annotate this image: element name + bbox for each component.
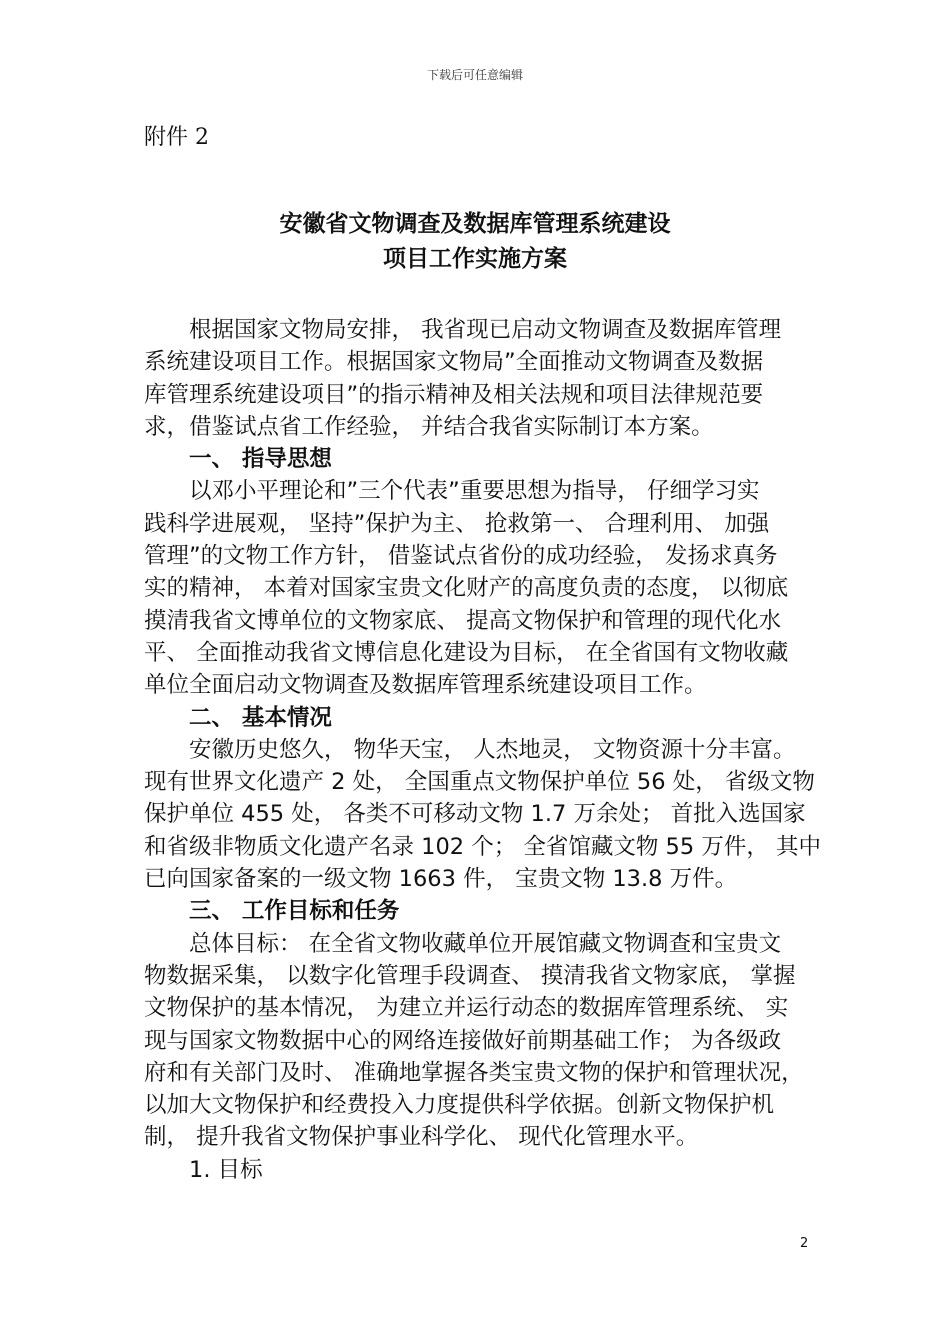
attachment-label: 附件 2 bbox=[144, 125, 209, 150]
paragraph-line: 现有世界文化遗产 2 处， 全国重点文物保护单位 56 处， 省级文物 bbox=[144, 769, 815, 796]
paragraph-line: 求，借鉴试点省工作经验， 并结合我省实际制订本方案。 bbox=[144, 413, 714, 440]
paragraph-line: 平、 全面推动我省文博信息化建设为目标， 在全省国有文物收藏 bbox=[144, 639, 789, 666]
page-number: 2 bbox=[800, 1236, 809, 1251]
paragraph-line: 现与国家文物数据中心的网络连接做好前期基础工作； 为各级政 bbox=[144, 1027, 782, 1054]
paragraph-line: 管理”的文物工作方针， 借鉴试点省份的成功经验， 发扬求真务 bbox=[144, 543, 778, 570]
paragraph-line: 物数据采集， 以数字化管理手段调查、 摸清我省文物家底， 掌握 bbox=[144, 962, 796, 989]
paragraph-line: 安徽历史悠久， 物华天宝， 人杰地灵， 文物资源十分丰富。 bbox=[189, 736, 796, 763]
paragraph-line: 以邓小平理论和”三个代表”重要思想为指导， 仔细学习实 bbox=[189, 478, 760, 505]
document-title-line-2: 项目工作实施方案 bbox=[383, 246, 567, 272]
document-body bbox=[144, 314, 821, 1186]
paragraph-line: 实的精神， 本着对国家宝贵文化财产的高度负责的态度， 以彻底 bbox=[144, 575, 789, 602]
subsection-heading-goal: 1. 目标 bbox=[189, 1156, 263, 1183]
header-note: 下载后可任意编辑 bbox=[426, 68, 523, 82]
paragraph-line: 以加大文物保护和经费投入力度提供科学依据。创新文物保护机 bbox=[144, 1092, 775, 1119]
paragraph-line: 已向国家备案的一级文物 1663 件， 宝贵文物 13.8 万件。 bbox=[144, 866, 738, 893]
paragraph-line: 践科学进展观， 坚持”保护为主、 抢救第一、 合理利用、 加强 bbox=[144, 510, 770, 537]
paragraph-line: 系统建设项目工作。根据国家文物局”全面推动文物调查及数据 bbox=[144, 349, 764, 376]
paragraph-line: 文物保护的基本情况， 为建立并运行动态的数据库管理系统、 实 bbox=[144, 995, 789, 1022]
paragraph-line: 保护单位 455 处， 各类不可移动文物 1.7 万余处； 首批入选国家 bbox=[144, 801, 806, 828]
paragraph-line: 制， 提升我省文物保护事业科学化、 现代化管理水平。 bbox=[144, 1124, 699, 1151]
section-heading-basic-situation: 二、 基本情况 bbox=[189, 704, 332, 731]
paragraph-line: 府和有关部门及时、 准确地掌握各类宝贵文物的保护和管理状况， bbox=[144, 1059, 804, 1086]
paragraph-line: 根据国家文物局安排， 我省现已启动文物调查及数据库管理 bbox=[189, 317, 782, 343]
paragraph-line: 总体目标： 在全省文物收藏单位开展馆藏文物调查和宝贵文 bbox=[189, 930, 782, 957]
paragraph-line: 摸清我省文博单位的文物家底、 提高文物保护和管理的现代化水 bbox=[144, 607, 782, 634]
paragraph-line: 和省级非物质文化遗产名录 102 个； 全省馆藏文物 55 万件， 其中 bbox=[144, 833, 821, 860]
paragraph-line: 单位全面启动文物调查及数据库管理系统建设项目工作。 bbox=[144, 672, 707, 699]
section-heading-goals-tasks: 三、 工作目标和任务 bbox=[189, 898, 400, 925]
document-title-line-1: 安徽省文物调查及数据库管理系统建设 bbox=[279, 211, 671, 237]
paragraph-line: 库管理系统建设项目”的指示精神及相关法规和项目法律规范要 bbox=[144, 381, 764, 408]
section-heading-guiding-ideology: 一、 指导思想 bbox=[189, 446, 332, 473]
